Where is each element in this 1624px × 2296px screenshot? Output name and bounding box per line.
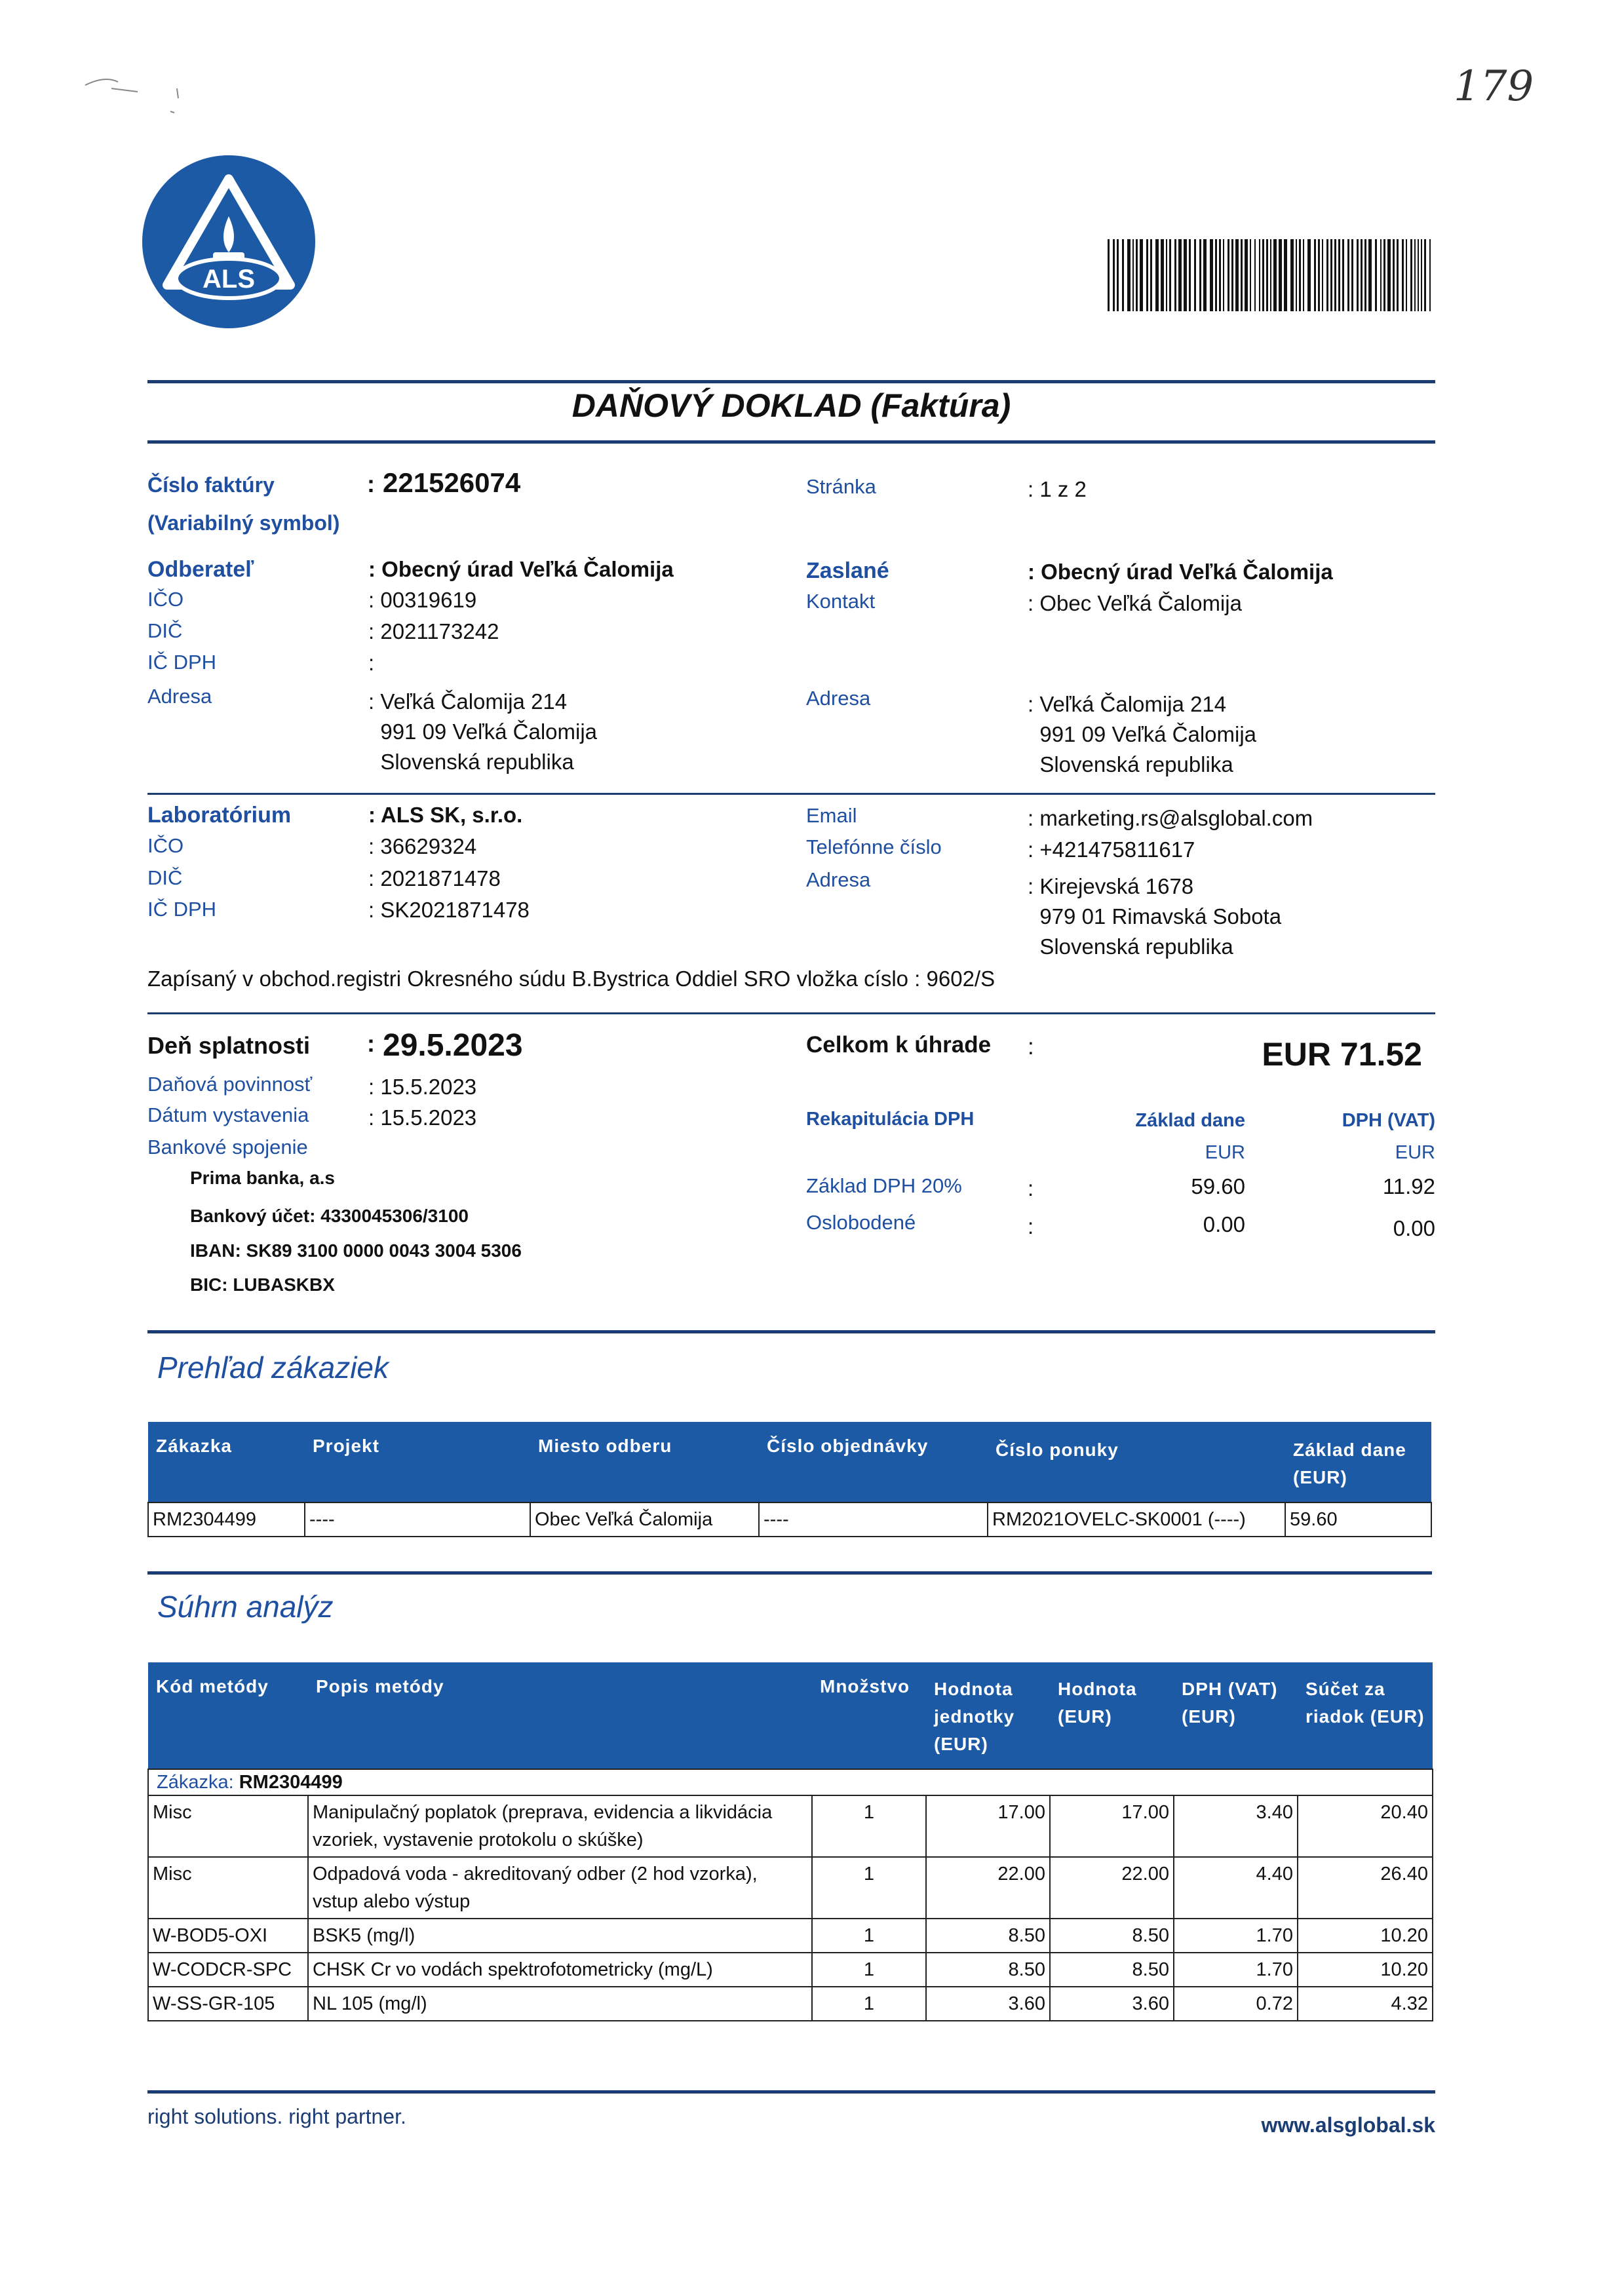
lab-email-label: Email [806, 804, 857, 827]
title-rule [147, 440, 1435, 444]
payment-rule [147, 1012, 1435, 1014]
barcode-bar [1169, 239, 1171, 311]
lab-name: : ALS SK, s.r.o. [368, 803, 523, 827]
analyses-cell-desc: CHSK Cr vo vodách spektrofotometricky (mg/L) [308, 1953, 812, 1987]
barcode-bar [1113, 239, 1115, 311]
vat-amount-header: DPH (VAT) [1342, 1110, 1435, 1131]
bank-bic: BIC: LUBASKBX [190, 1274, 335, 1295]
tax-date: : 15.5.2023 [368, 1075, 477, 1099]
analyses-table [147, 1662, 1433, 2021]
barcode-bar [1127, 239, 1131, 311]
analyses-cell-total: 4.32 [1298, 1987, 1433, 2021]
barcode-bar [1223, 239, 1224, 311]
barcode-bar [1132, 239, 1134, 311]
analyses-cell-total: 10.20 [1298, 1919, 1433, 1953]
lab-label: Laboratórium [147, 803, 292, 828]
analyses-cell-unit: 8.50 [926, 1953, 1050, 1987]
analyses-header-row [148, 1662, 1433, 1769]
barcode-bar [1393, 239, 1395, 311]
lab-ico-text: 36629324 [380, 834, 477, 858]
issue-date: : 15.5.2023 [368, 1105, 477, 1130]
lab-phone-text: +421475811617 [1039, 837, 1195, 862]
shipped-contact: : Obec Veľká Čalomija [1028, 591, 1242, 615]
analyses-cell-value: 3.60 [1050, 1987, 1174, 2021]
lab-icdph-label: IČ DPH [147, 898, 217, 921]
barcode-bar [1140, 239, 1143, 311]
barcode-bar [1155, 239, 1159, 311]
page-label: Stránka [806, 475, 876, 498]
document-title: DAŇOVÝ DOKLAD (Faktúra) [571, 387, 1011, 424]
lab-address-line1: Kirejevská 1678 [1039, 874, 1194, 898]
barcode-bar [1235, 239, 1239, 311]
barcode-bar [1307, 239, 1311, 311]
tax-date-label: Daňová povinnosť [147, 1073, 313, 1096]
barcode-bar [1117, 239, 1119, 311]
logo-text: ALS [203, 265, 255, 294]
vat-row2-colon: : [1028, 1214, 1034, 1238]
page-value-text: 1 z 2 [1039, 477, 1087, 501]
lab-phone-label: Telefónne číslo [806, 835, 942, 858]
customer-dic-text: 2021173242 [380, 619, 499, 643]
customer-address-label: Adresa [147, 685, 212, 708]
barcode-bar [1215, 239, 1217, 311]
barcode-bar [1254, 239, 1256, 311]
analyses-cell-desc: Odpadová voda - akreditovaný odber (2 hod vzorka), vstup alebo výstup [308, 1857, 812, 1919]
barcode-bar [1270, 239, 1271, 311]
invoice-number: 221526074 [383, 467, 521, 498]
analyses-order-cell [148, 1769, 1433, 1795]
lab-dic: : 2021871478 [368, 866, 501, 890]
customer-address: : Veľká Čalomija 214 991 09 Veľká Čalomija Slovenská republika [368, 689, 598, 774]
analyses-rule [147, 1571, 1432, 1575]
analyses-col-value: Hodnota (EUR) [1050, 1662, 1174, 1769]
orders-col-project: Projekt [305, 1422, 530, 1502]
analyses-cell-value: 8.50 [1050, 1919, 1174, 1953]
analyses-cell-vat: 1.70 [1174, 1953, 1298, 1987]
shipped-name: : Obecný úrad Veľká Čalomija [1028, 560, 1333, 584]
analyses-cell-desc: Manipulačný poplatok (preprava, evidencia a likvidácia vzoriek, vystavenie protokolu o skúške) [308, 1795, 812, 1857]
analyses-col-desc: Popis metódy [308, 1662, 812, 1769]
orders-cell-po: ---- [759, 1502, 988, 1537]
analyses-cell-vat: 3.40 [1174, 1795, 1298, 1857]
barcode-bar [1375, 239, 1377, 311]
barcode-bar [1338, 239, 1340, 311]
lab-email-text: marketing.rs@alsglobal.com [1039, 806, 1313, 830]
shipped-contact-label: Kontakt [806, 590, 876, 613]
analyses-cell-code: Misc [148, 1795, 308, 1857]
barcode-bar [1174, 239, 1176, 311]
barcode-bar [1146, 239, 1148, 311]
vat-base-header: Základ dane [1135, 1110, 1245, 1131]
orders-cell-base: 59.60 [1285, 1502, 1431, 1537]
lab-email: : marketing.rs@alsglobal.com [1028, 806, 1313, 830]
analyses-title: Súhrn analýz [157, 1590, 334, 1624]
barcode-bar [1241, 239, 1243, 311]
barcode-bar [1262, 239, 1264, 311]
als-logo [141, 154, 317, 330]
barcode-bar [1429, 239, 1431, 311]
analyses-col-qty: Množstvo [812, 1662, 926, 1769]
analyses-cell-vat: 0.72 [1174, 1987, 1298, 2021]
barcode-bar [1334, 239, 1336, 311]
barcode-bar [1299, 239, 1301, 311]
vat-row2-label: Oslobodené [806, 1211, 916, 1234]
barcode-bar [1347, 239, 1349, 311]
analyses-cell-qty: 1 [812, 1795, 926, 1857]
shipped-address-label: Adresa [806, 687, 871, 710]
analyses-cell-desc: BSK5 (mg/l) [308, 1919, 812, 1953]
barcode-bar [1303, 239, 1304, 311]
vat-recap-label: Rekapitulácia DPH [806, 1109, 975, 1130]
lab-address: : Kirejevská 1678 979 01 Rimavská Sobota Slovenská republika [1028, 874, 1282, 959]
vat-amount-unit: EUR [1395, 1142, 1435, 1163]
barcode-bar [1290, 239, 1294, 311]
analyses-cell-code: Misc [148, 1857, 308, 1919]
barcode-bar [1326, 239, 1328, 311]
barcode-bar [1210, 239, 1213, 311]
lab-phone: : +421475811617 [1028, 837, 1195, 862]
barcode-bar [1136, 239, 1138, 311]
bank-name: Prima banka, a.s [190, 1168, 336, 1188]
shipped-address-line3: Slovenská republika [1039, 752, 1233, 776]
barcode-bar [1203, 239, 1207, 311]
barcode-bar [1194, 239, 1196, 311]
barcode-bar [1357, 239, 1359, 311]
tax-date-text: 15.5.2023 [380, 1075, 477, 1099]
footer-slogan: right solutions. right partner. [147, 2105, 406, 2128]
barcode-bar [1266, 239, 1268, 311]
due-date: 29.5.2023 [383, 1028, 523, 1063]
barcode [1108, 239, 1435, 311]
bank-iban: IBAN: SK89 3100 0000 0043 3004 5306 [190, 1240, 522, 1261]
top-rule [147, 380, 1435, 383]
analyses-col-vat: DPH (VAT) (EUR) [1174, 1662, 1298, 1769]
orders-cell-quote: RM2021OVELC-SK0001 (----) [988, 1502, 1285, 1537]
analyses-order-row [148, 1769, 1433, 1795]
barcode-bar [1387, 239, 1391, 311]
barcode-bar [1406, 239, 1407, 311]
analyses-cell-code: W-BOD5-OXI [148, 1919, 308, 1953]
barcode-bar [1424, 239, 1426, 311]
lab-icdph: : SK2021871478 [368, 898, 530, 922]
barcode-bar [1402, 239, 1404, 311]
barcode-bar [1383, 239, 1385, 311]
orders-title: Prehľad zákaziek [157, 1350, 389, 1385]
invoice-number-label: Číslo faktúry [147, 473, 275, 497]
barcode-bar [1364, 239, 1366, 311]
analyses-cell-vat: 4.40 [1174, 1857, 1298, 1919]
issue-date-label: Dátum vystavenia [147, 1103, 309, 1126]
total-colon: : [1028, 1034, 1034, 1060]
analyses-cell-qty: 1 [812, 1919, 926, 1953]
customer-address-line1: Veľká Čalomija 214 [380, 689, 568, 714]
variable-symbol-label: (Variabilný symbol) [147, 511, 340, 535]
total-label: Celkom k úhrade [806, 1032, 992, 1058]
analyses-col-total: Súčet za riadok (EUR) [1298, 1662, 1433, 1769]
barcode-bar [1418, 239, 1419, 311]
barcode-bar [1166, 239, 1167, 311]
orders-col-base: Základ dane (EUR) [1285, 1422, 1431, 1502]
barcode-bar [1410, 239, 1412, 311]
lab-ico: : 36629324 [368, 834, 477, 858]
analyses-cell-value: 22.00 [1050, 1857, 1174, 1919]
analyses-cell-unit: 3.60 [926, 1987, 1050, 2021]
vat-row2-vat: 0.00 [1393, 1216, 1435, 1240]
invoice-number-colon: : [367, 470, 375, 497]
barcode-bar [1342, 239, 1344, 311]
barcode-bar [1318, 239, 1320, 311]
barcode-bar [1351, 239, 1353, 311]
handwritten-page-number: 179 [1454, 62, 1534, 111]
table-row [148, 1795, 1433, 1857]
customer-ico-text: 00319619 [380, 588, 477, 612]
registry-note: Zapísaný v obchod.registri Okresného súdu B.Bystrica Oddiel SRO vložka císlo : 9602/S [147, 966, 996, 991]
barcode-bar [1279, 239, 1282, 311]
customer-icdph-label: IČ DPH [147, 651, 217, 674]
barcode-bar [1284, 239, 1287, 311]
customer-address-line2: 991 09 Veľká Čalomija [380, 719, 598, 744]
barcode-bar [1397, 239, 1399, 311]
barcode-bar [1199, 239, 1201, 311]
barcode-bar [1150, 239, 1152, 311]
barcode-bar [1189, 239, 1191, 311]
bank-account: Bankový účet: 4330045306/3100 [190, 1206, 469, 1226]
lab-rule [147, 793, 1435, 795]
barcode-bar [1330, 239, 1332, 311]
analyses-cell-unit: 17.00 [926, 1795, 1050, 1857]
orders-cell-project: ---- [305, 1502, 530, 1537]
table-row [148, 1857, 1433, 1919]
footer-rule [147, 2090, 1435, 2094]
orders-col-quote: Číslo ponuky [988, 1422, 1285, 1502]
orders-table [147, 1422, 1432, 1537]
customer-icdph: : [368, 651, 375, 675]
barcode-bar [1161, 239, 1164, 311]
shipped-name-text: Obecný úrad Veľká Čalomija [1041, 560, 1333, 584]
barcode-bar [1273, 239, 1277, 311]
vat-row1-label: Základ DPH 20% [806, 1174, 962, 1197]
analyses-cell-total: 20.40 [1298, 1795, 1433, 1857]
analyses-order-label: Zákazka: [157, 1772, 234, 1793]
orders-col-location: Miesto odberu [530, 1422, 759, 1502]
analyses-cell-desc: NL 105 (mg/l) [308, 1987, 812, 2021]
lab-ico-label: IČO [147, 834, 184, 857]
analyses-cell-value: 8.50 [1050, 1953, 1174, 1987]
barcode-bar [1245, 239, 1248, 311]
analyses-col-code: Kód metódy [148, 1662, 308, 1769]
analyses-cell-unit: 22.00 [926, 1857, 1050, 1919]
shipped-contact-text: Obec Veľká Čalomija [1039, 591, 1242, 615]
orders-col-po: Číslo objednávky [759, 1422, 988, 1502]
barcode-bar [1122, 239, 1124, 311]
customer-name-text: Obecný úrad Veľká Čalomija [381, 557, 674, 581]
orders-col-order: Zákazka [148, 1422, 305, 1502]
barcode-bar [1421, 239, 1422, 311]
vat-row1-base: 59.60 [1191, 1174, 1245, 1198]
orders-cell-location: Obec Veľká Čalomija [530, 1502, 759, 1537]
table-row [148, 1919, 1433, 1953]
barcode-bar [1184, 239, 1187, 311]
barcode-bar [1259, 239, 1260, 311]
bank-label: Bankové spojenie [147, 1136, 308, 1158]
scan-mark [79, 62, 190, 121]
analyses-cell-code: W-SS-GR-105 [148, 1987, 308, 2021]
customer-address-line3: Slovenská republika [380, 750, 574, 774]
analyses-cell-qty: 1 [812, 1953, 926, 1987]
lab-name-text: ALS SK, s.r.o. [380, 803, 523, 827]
analyses-cell-total: 10.20 [1298, 1953, 1433, 1987]
lab-address-line2: 979 01 Rimavská Sobota [1039, 904, 1282, 928]
barcode-bar [1414, 239, 1416, 311]
customer-name: : Obecný úrad Veľká Čalomija [368, 557, 674, 581]
due-label: Deň splatnosti [147, 1032, 311, 1059]
customer-label: Odberateľ [147, 557, 254, 582]
vat-row1-vat: 11.92 [1382, 1174, 1435, 1198]
customer-dic-label: DIČ [147, 619, 183, 642]
orders-rule [147, 1330, 1435, 1333]
vat-base-unit: EUR [1205, 1142, 1245, 1163]
barcode-bar [1228, 239, 1229, 311]
lab-icdph-text: SK2021871478 [380, 898, 530, 922]
barcode-bar [1178, 239, 1182, 311]
lab-address-label: Adresa [806, 868, 871, 891]
shipped-address-line1: Veľká Čalomija 214 [1039, 692, 1227, 716]
barcode-bar [1361, 239, 1363, 311]
analyses-col-unit: Hodnota jednotky (EUR) [926, 1662, 1050, 1769]
barcode-bar [1296, 239, 1297, 311]
barcode-bar [1231, 239, 1233, 311]
lab-address-line3: Slovenská republika [1039, 934, 1233, 959]
lab-dic-text: 2021871478 [380, 866, 501, 890]
issue-date-text: 15.5.2023 [380, 1105, 477, 1130]
customer-dic: : 2021173242 [368, 619, 499, 643]
barcode-bar [1108, 239, 1110, 311]
due-colon: : [367, 1030, 375, 1057]
customer-ico-label: IČO [147, 588, 184, 611]
analyses-cell-qty: 1 [812, 1987, 926, 2021]
analyses-cell-code: W-CODCR-SPC [148, 1953, 308, 1987]
barcode-bar [1368, 239, 1372, 311]
barcode-bar [1322, 239, 1323, 311]
shipped-address-line2: 991 09 Veľká Čalomija [1039, 722, 1257, 746]
analyses-cell-total: 26.40 [1298, 1857, 1433, 1919]
lab-dic-label: DIČ [147, 866, 183, 889]
shipped-label: Zaslané [806, 558, 889, 583]
orders-cell-order: RM2304499 [148, 1502, 305, 1537]
analyses-cell-unit: 8.50 [926, 1919, 1050, 1953]
table-row [148, 1953, 1433, 1987]
customer-ico: : 00319619 [368, 588, 477, 612]
analyses-cell-vat: 1.70 [1174, 1919, 1298, 1953]
page-value: : 1 z 2 [1028, 477, 1087, 501]
analyses-order-id: RM2304499 [239, 1772, 343, 1793]
barcode-bar [1250, 239, 1251, 311]
barcode-bar [1219, 239, 1221, 311]
analyses-cell-value: 17.00 [1050, 1795, 1174, 1857]
vat-row2-base: 0.00 [1203, 1212, 1245, 1236]
table-row [148, 1987, 1433, 2021]
shipped-address: : Veľká Čalomija 214 991 09 Veľká Čalomija Slovenská republika [1028, 692, 1257, 776]
footer-website[interactable]: www.alsglobal.sk [1261, 2113, 1435, 2137]
orders-header-row [148, 1422, 1431, 1502]
analyses-cell-qty: 1 [812, 1857, 926, 1919]
vat-row1-colon: : [1028, 1176, 1034, 1200]
total-amount: EUR 71.52 [1262, 1036, 1422, 1073]
barcode-bar [1380, 239, 1382, 311]
barcode-bar [1314, 239, 1316, 311]
table-row [148, 1502, 1431, 1537]
